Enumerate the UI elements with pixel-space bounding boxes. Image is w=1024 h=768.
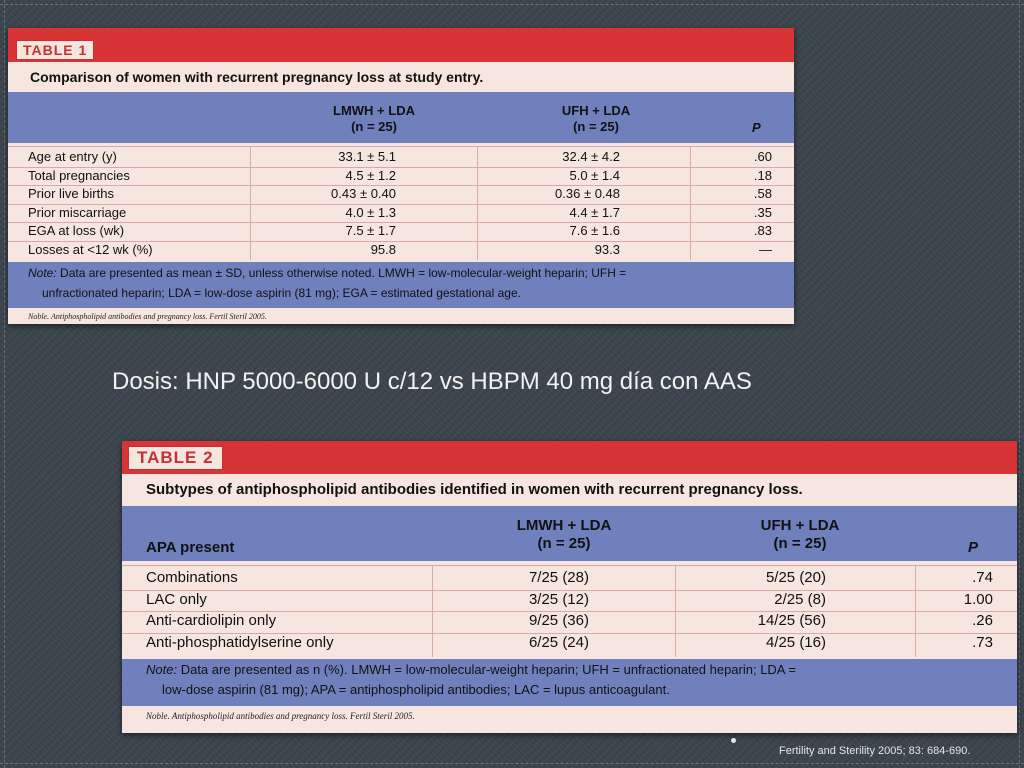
table2-ufh-value: 2/25 (8) <box>774 590 826 608</box>
table2-ufh-value: 5/25 (20) <box>765 569 826 586</box>
table-2-red-band <box>122 441 1017 474</box>
table-2-header-p: P <box>968 539 979 556</box>
table1-lmwh-value: 0.43 ± 0.40 <box>331 186 396 201</box>
table-2-header-lmwh: LMWH + LDA (n = 25) <box>516 517 612 552</box>
table-1-header-p: P <box>752 120 761 135</box>
table1-ufh-value: 0.36 ± 0.48 <box>555 186 620 201</box>
table1-lmwh-value: 4.0 ± 1.3 <box>345 204 396 220</box>
table1-ufh-value: 7.6 ± 1.6 <box>569 223 620 238</box>
table-1-citation: Noble. Antiphospholipid antibodies and pregnancy loss. Fertil Steril 2005. <box>28 312 267 321</box>
table-2-header-ufh: UFH + LDA (n = 25) <box>760 517 840 552</box>
table-1-header-ufh: UFH + LDA (n = 25) <box>561 103 631 134</box>
table-2-note-label: Note: <box>146 662 178 677</box>
table2-p-value: .74 <box>972 569 993 586</box>
table1-p-value: .18 <box>753 167 772 183</box>
table2-row-label: Anti-cardiolipin only <box>146 612 277 629</box>
table1-lmwh-value: 95.8 <box>370 241 396 257</box>
table2-row-label: Anti-phosphatidylserine only <box>146 633 334 651</box>
table-2-citation: Noble. Antiphospholipid antibodies and pregnancy loss. Fertil Steril 2005. <box>146 711 415 721</box>
table2-ufh-value: 4/25 (16) <box>765 633 826 651</box>
table-1-header-lmwh: LMWH + LDA (n = 25) <box>333 103 415 134</box>
table1-ufh-value: 4.4 ± 1.7 <box>569 204 620 220</box>
table-1-note-line-2: unfractionated heparin; LDA = low-dose aspirin (81 mg); EGA = estimated gestational age. <box>42 286 521 300</box>
table-1-title: Comparison of women with recurrent pregnancy loss at study entry. <box>30 69 484 85</box>
reference-text: Fertility and Sterility 2005; 83: 684-690. <box>779 745 971 757</box>
table1-row-label: Losses at <12 wk (%) <box>28 241 153 257</box>
background-stitch <box>4 0 5 768</box>
table-2-image <box>122 441 1017 733</box>
table1-lmwh-value: 4.5 ± 1.2 <box>345 167 396 183</box>
table1-p-value: .60 <box>753 149 772 164</box>
table2-lmwh-value: 7/25 (28) <box>528 569 589 586</box>
table2-row-label: Combinations <box>146 569 238 586</box>
table2-p-value: 1.00 <box>963 590 993 608</box>
table1-row-label: EGA at loss (wk) <box>28 223 125 238</box>
table1-ufh-value: 32.4 ± 4.2 <box>562 149 620 164</box>
table1-p-value: .83 <box>753 223 772 238</box>
bullet-icon <box>731 738 736 743</box>
table-1-rule <box>8 146 794 147</box>
table1-p-value: — <box>759 241 772 257</box>
table-1-note-text-1: Data are presented as mean ± SD, unless otherwise noted. LMWH = low-molecular-weight heparin; UFH = <box>60 266 627 280</box>
table1-row-label: Total pregnancies <box>28 167 130 183</box>
table1-lmwh-value: 33.1 ± 5.1 <box>338 149 396 164</box>
table1-row-label: Prior miscarriage <box>28 204 127 220</box>
table2-row-label: LAC only <box>146 590 207 608</box>
table-2-tag: TABLE 2 <box>128 446 223 470</box>
table-2-header-label: APA present <box>146 539 235 556</box>
table1-lmwh-value: 7.5 ± 1.7 <box>345 223 396 238</box>
table2-ufh-value: 14/25 (56) <box>757 612 826 629</box>
table2-lmwh-value: 3/25 (12) <box>528 590 589 608</box>
table-2-rule <box>122 565 1017 566</box>
table2-p-value: .26 <box>972 612 993 629</box>
table-2-note-line-2: low-dose aspirin (81 mg); APA = antiphospholipid antibodies; LAC = lupus anticoagulant. <box>162 682 670 697</box>
table-1-tag: TABLE 1 <box>16 40 94 60</box>
background-stitch <box>1019 0 1020 768</box>
table1-ufh-value: 93.3 <box>594 241 620 257</box>
table2-lmwh-value: 9/25 (36) <box>528 612 589 629</box>
dosage-caption: Dosis: HNP 5000-6000 U c/12 vs HBPM 40 mg día con AAS <box>112 368 752 395</box>
table-2-note-text-1: Data are presented as n (%). LMWH = low-molecular-weight heparin; UFH = unfractionated heparin; LDA = <box>180 662 796 677</box>
background-stitch <box>0 763 1024 764</box>
table1-p-value: .35 <box>753 204 772 220</box>
background-stitch <box>0 4 1024 5</box>
table1-ufh-value: 5.0 ± 1.4 <box>569 167 620 183</box>
table-1-red-band <box>8 28 794 62</box>
table-2-title: Subtypes of antiphospholipid antibodies identified in women with recurrent pregnancy loss. <box>146 481 803 498</box>
table-1-note-label: Note: <box>28 266 57 280</box>
table1-p-value: .58 <box>753 186 772 201</box>
table1-row-label: Age at entry (y) <box>28 149 117 164</box>
table-1-note-line-1 <box>28 266 626 280</box>
table-2-note-line-1 <box>146 662 796 677</box>
table2-lmwh-value: 6/25 (24) <box>528 633 589 651</box>
table-1-image <box>8 28 794 324</box>
table1-row-label: Prior live births <box>28 186 114 201</box>
table2-p-value: .73 <box>972 633 993 651</box>
